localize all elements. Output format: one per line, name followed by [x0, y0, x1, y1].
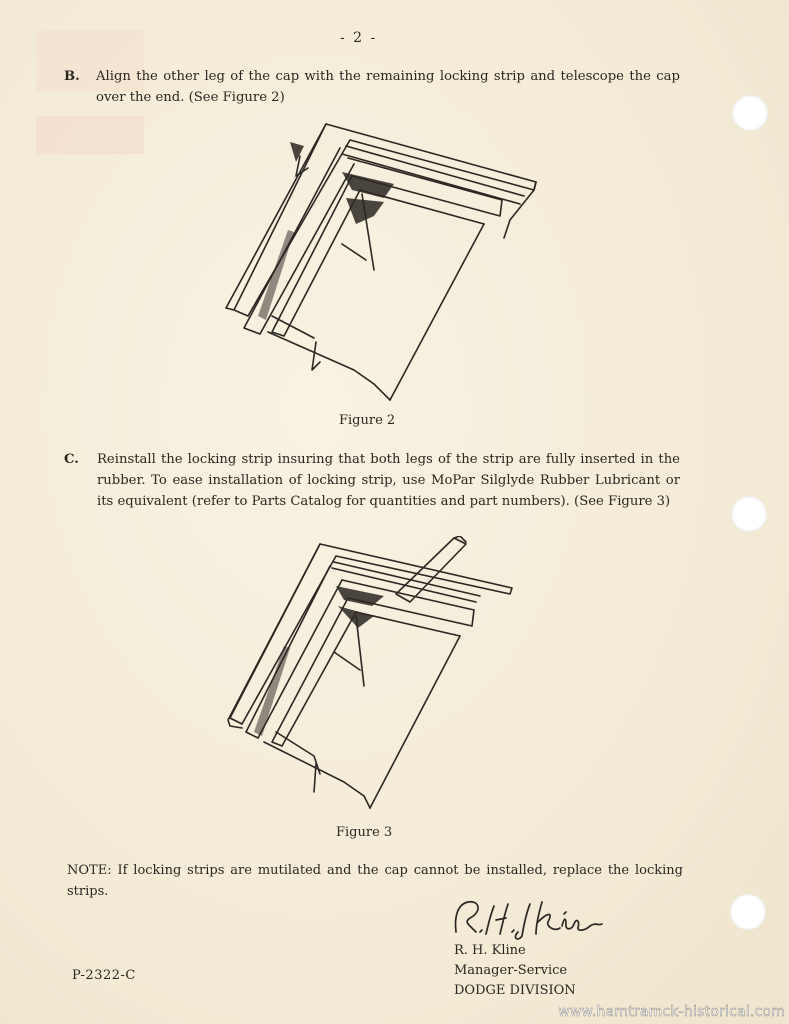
step-c-letter: C.	[64, 452, 79, 467]
signer-name: R. H. Kline	[454, 943, 526, 958]
punch-hole-middle	[731, 496, 767, 532]
note-paragraph: NOTE: If locking strips are mutilated and the cap cannot be installed, replace the locking strips.	[67, 863, 683, 899]
step-b	[64, 66, 680, 108]
step-b-letter: B.	[64, 69, 80, 84]
document-code: P-2322-C	[72, 968, 136, 983]
figure-3-illustration	[224, 536, 524, 816]
punch-hole-bottom	[730, 894, 766, 930]
signature-block	[454, 941, 576, 1001]
signer-title: Manager-Service	[454, 963, 568, 978]
step-b-text: Align the other leg of the cap with the remaining locking strip and telescope the cap over the end. (See Figure 2)	[96, 69, 680, 105]
figure-2-illustration	[224, 120, 544, 405]
step-c	[64, 449, 680, 512]
bleed-through-tab	[36, 116, 144, 154]
figure-2-caption: Figure 2	[339, 413, 396, 428]
step-c-text: Reinstall the locking strip insuring that both legs of the strip are fully inserted in the rubber. To ease installation of locking strip, use MoPar Silglyde Rubber Lubricant or its equivalent (refer to Parts Catalog for quantities and part numbers). (See Figure 3)	[97, 452, 680, 509]
figure-3-caption: Figure 3	[336, 825, 393, 840]
handwritten-signature	[446, 892, 606, 944]
signer-division: DODGE DIVISION	[454, 983, 576, 998]
punch-hole-top	[732, 95, 768, 131]
page-number: - 2 -	[340, 30, 378, 46]
site-watermark: www.hamtramck-historical.com	[558, 1004, 785, 1020]
